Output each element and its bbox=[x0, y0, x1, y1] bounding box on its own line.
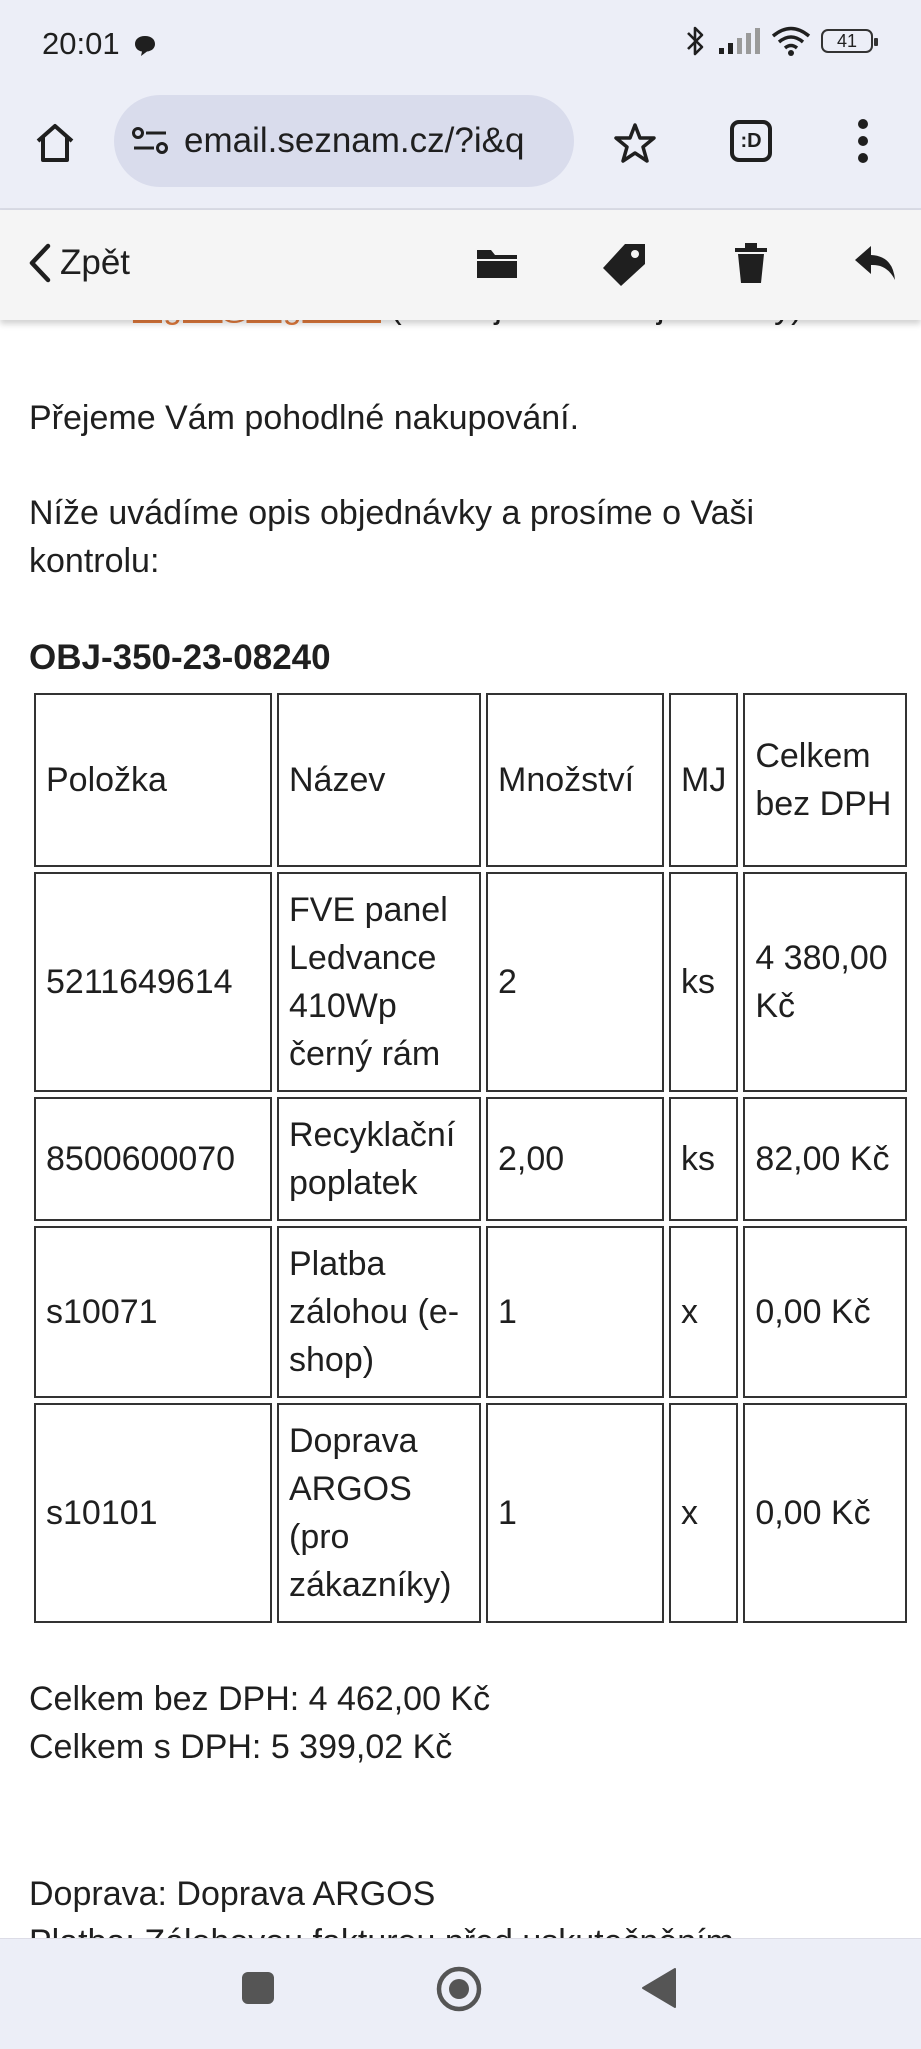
item-unit: x bbox=[669, 1226, 738, 1398]
item-quantity: 2,00 bbox=[486, 1097, 664, 1221]
wifi-icon bbox=[771, 25, 811, 57]
item-total: 0,00 Kč bbox=[743, 1226, 907, 1398]
header-cell: Název bbox=[277, 693, 481, 867]
bluetooth-icon bbox=[685, 24, 707, 58]
total-without-vat: Celkem bez DPH: 4 462,00 Kč bbox=[29, 1680, 491, 1718]
item-total: 82,00 Kč bbox=[743, 1097, 907, 1221]
header-cell: Položka bbox=[34, 693, 272, 867]
trash-icon[interactable] bbox=[735, 242, 767, 284]
back-button[interactable] bbox=[26, 242, 130, 284]
total-with-vat: Celkem s DPH: 5 399,02 Kč bbox=[29, 1728, 453, 1766]
tab-switcher-button[interactable] bbox=[730, 120, 772, 162]
item-name: FVE panel Ledvance 410Wp černý rám bbox=[277, 872, 481, 1092]
battery-icon bbox=[821, 29, 873, 53]
status-icons bbox=[685, 24, 873, 58]
header-cell: Celkem bez DPH bbox=[743, 693, 907, 867]
cell-signal-icon bbox=[717, 27, 761, 55]
back-nav-icon[interactable] bbox=[641, 1967, 677, 2009]
order-table bbox=[29, 688, 912, 1628]
item-code: s10071 bbox=[34, 1226, 272, 1398]
item-quantity: 1 bbox=[486, 1403, 664, 1623]
intro-text: Níže uvádíme opis objednávky a prosíme o Vaši kontrolu: bbox=[29, 494, 755, 580]
back-label: Zpět bbox=[60, 243, 131, 282]
tab-switcher-icon: :D bbox=[740, 129, 762, 152]
url-text: email.seznam.cz/?i&q bbox=[184, 121, 525, 160]
tag-icon[interactable] bbox=[601, 242, 647, 288]
item-total: 0,00 Kč bbox=[743, 1403, 907, 1623]
item-quantity: 1 bbox=[486, 1226, 664, 1398]
header-cell: Množství bbox=[486, 693, 664, 867]
item-unit: ks bbox=[669, 872, 738, 1092]
table-row bbox=[34, 872, 907, 1092]
battery-level: 41 bbox=[836, 30, 858, 51]
item-name: Doprava ARGOS (pro zákazníky) bbox=[277, 1403, 481, 1623]
greeting-text: Přejeme Vám pohodlné nakupování. bbox=[29, 399, 580, 437]
more-menu-icon[interactable] bbox=[853, 116, 873, 166]
table-header-row bbox=[34, 693, 907, 867]
chevron-left-icon bbox=[26, 242, 54, 284]
email-body bbox=[0, 310, 921, 1938]
site-settings-icon[interactable] bbox=[132, 126, 170, 156]
url-bar[interactable] bbox=[114, 95, 574, 187]
item-total: 4 380,00 Kč bbox=[743, 872, 907, 1092]
item-name: Platba zálohou (e-shop) bbox=[277, 1226, 481, 1398]
table-row bbox=[34, 1403, 907, 1623]
recent-apps-icon[interactable] bbox=[241, 1971, 275, 2005]
status-time: 20:01 bbox=[42, 26, 120, 61]
item-code: s10101 bbox=[34, 1403, 272, 1623]
reply-icon[interactable] bbox=[853, 242, 897, 282]
table-row bbox=[34, 1097, 907, 1221]
mail-toolbar bbox=[0, 210, 921, 320]
shipping-text: Doprava: Doprava ARGOS bbox=[29, 1875, 436, 1913]
item-code: 5211649614 bbox=[34, 872, 272, 1092]
item-unit: x bbox=[669, 1403, 738, 1623]
system-navigation-bar bbox=[0, 1938, 921, 2049]
header-cell: MJ bbox=[669, 693, 738, 867]
home-nav-icon[interactable] bbox=[435, 1965, 483, 2013]
item-quantity: 2 bbox=[486, 872, 664, 1092]
folder-icon[interactable] bbox=[476, 242, 518, 282]
browser-toolbar bbox=[0, 92, 921, 210]
item-name: Recyklační poplatek bbox=[277, 1097, 481, 1221]
bookmark-star-icon[interactable] bbox=[614, 122, 656, 164]
table-row bbox=[34, 1226, 907, 1398]
order-number: OBJ-350-23-08240 bbox=[29, 638, 331, 677]
item-unit: ks bbox=[669, 1097, 738, 1221]
home-icon[interactable] bbox=[32, 120, 78, 166]
item-code: 8500600070 bbox=[34, 1097, 272, 1221]
message-notification-icon bbox=[133, 34, 157, 58]
status-bar bbox=[0, 0, 921, 92]
